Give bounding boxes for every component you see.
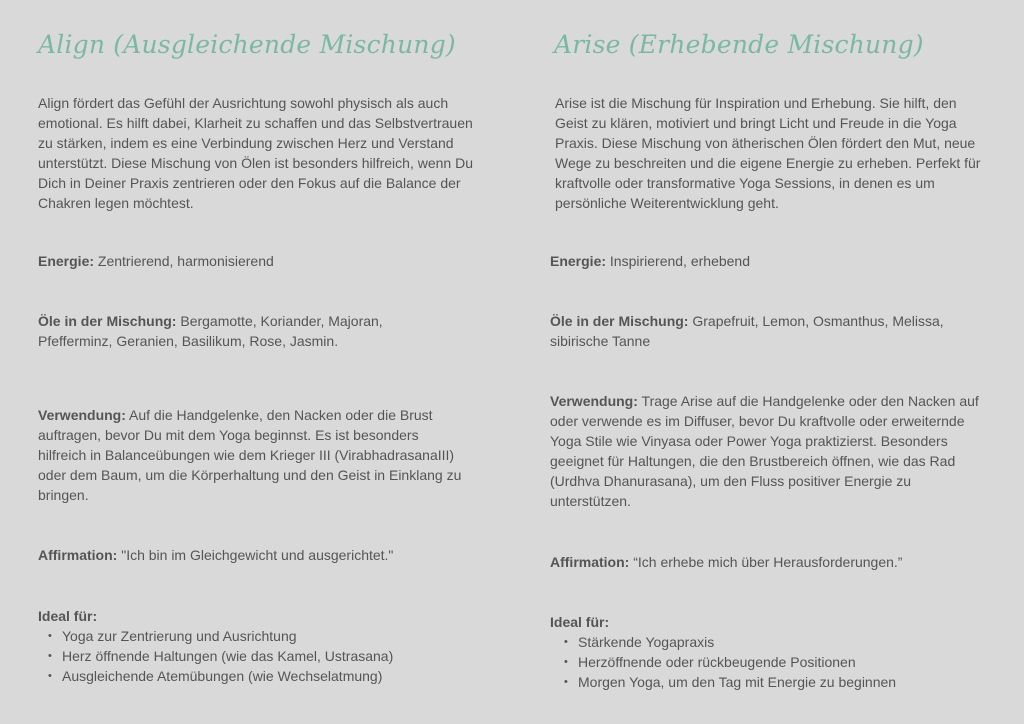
oils-label: Öle in der Mischung: xyxy=(550,313,689,329)
arise-usage xyxy=(550,391,990,511)
oils-label: Öle in der Mischung: xyxy=(38,313,177,329)
list-item: • Herzöffnende oder rückbeugende Positionen xyxy=(564,654,856,670)
oils-text: Bergamotte, Koriander, Majoran, Pfefferminz, Geranien, Basilikum, Rose, Jasmin. xyxy=(38,313,383,349)
arise-oils xyxy=(550,311,970,351)
arise-affirmation xyxy=(550,552,990,572)
align-title: Align (Ausgleichende Mischung) xyxy=(38,30,456,59)
affirmation-label: Affirmation: xyxy=(550,554,630,570)
arise-ideal-label: Ideal für: xyxy=(550,614,610,630)
usage-text: Trage Arise auf die Handgelenke oder den Nacken auf oder verwende es im Diffuser, bevor Du kraftvolle oder erweiternde Yoga Stile wie Vinyasa oder Power Yoga praktizierst. Besonders geeignet für Haltungen, die den Brustbereich öffnen, wie das Rad (Urdhva Dhanurasana), um den Fluss positiver Energie zu unterstützen. xyxy=(550,393,979,509)
oils-text: Grapefruit, Lemon, Osmanthus, Melissa, sibirische Tanne xyxy=(550,313,944,349)
affirmation-label: Affirmation: xyxy=(38,547,118,563)
bullet-icon: • xyxy=(564,636,568,648)
arise-ideal-list xyxy=(554,632,896,692)
bullet-icon: • xyxy=(564,656,568,668)
energy-label: Energie: xyxy=(38,253,95,269)
arise-intro: Arise ist die Mischung für Inspiration und Erhebung. Sie hilft, den Geist zu klären, motiviert und bringt Licht und Freude in die Yoga Praxis. Diese Mischung von ätherischen Ölen fördert den Mut, neue Wege zu beschreiten und die eigene Energie zu erheben. Perfekt für kraftvolle oder transformative Yoga Sessions, in denen es um persönliche Weiterentwicklung geht. xyxy=(555,95,981,211)
bullet-icon: • xyxy=(564,676,568,688)
bullet-icon: • xyxy=(48,630,52,642)
align-affirmation xyxy=(38,545,478,565)
align-usage xyxy=(38,405,468,505)
affirmation-text: “Ich erhebe mich über Herausforderungen.” xyxy=(629,554,903,570)
list-item: • Stärkende Yogapraxis xyxy=(564,634,715,650)
align-intro: Align fördert das Gefühl der Ausrichtung sowohl physisch als auch emotional. Es hilft dabei, Klarheit zu schaffen und das Selbstvertrauen zu stärken, indem es eine Verbindung zwischen Herz und Verstand unterstützt. Diese Mischung von Ölen ist besonders hilfreich, wenn Du Dich in Deiner Praxis zentrieren oder den Fokus auf die Balance der Chakren legen möchtest. xyxy=(38,95,473,211)
list-item: • Morgen Yoga, um den Tag mit Energie zu beginnen xyxy=(564,674,897,690)
align-ideal-list xyxy=(38,626,393,686)
energy-label: Energie: xyxy=(550,253,607,269)
align-ideal-label: Ideal für: xyxy=(38,608,98,624)
usage-label: Verwendung: xyxy=(38,407,126,423)
align-energy xyxy=(38,251,478,271)
list-item: • Herz öffnende Haltungen (wie das Kamel, Ustrasana) xyxy=(48,648,394,664)
bullet-icon: • xyxy=(48,650,52,662)
arise-title: Arise (Erhebende Mischung) xyxy=(554,30,924,59)
energy-text: Zentrierend, harmonisierend xyxy=(94,253,274,269)
align-oils xyxy=(38,311,438,351)
arise-energy xyxy=(550,251,990,271)
list-item: • Yoga zur Zentrierung und Ausrichtung xyxy=(48,628,297,644)
usage-text: Auf die Handgelenke, den Nacken oder die Brust auftragen, bevor Du mit dem Yoga beginnst. Es ist besonders hilfreich in Balanceübungen wie dem Krieger III (VirabhadrasanaIII) oder dem Baum, um die Körperhaltung und den Geist in Einklang zu bringen. xyxy=(38,407,462,503)
energy-text: Inspirierend, erhebend xyxy=(606,253,751,269)
usage-label: Verwendung: xyxy=(550,393,638,409)
list-item: • Ausgleichende Atemübungen (wie Wechselatmung) xyxy=(48,668,383,684)
affirmation-text: "Ich bin im Gleichgewicht und ausgerichtet." xyxy=(117,547,394,563)
bullet-icon: • xyxy=(48,670,52,682)
